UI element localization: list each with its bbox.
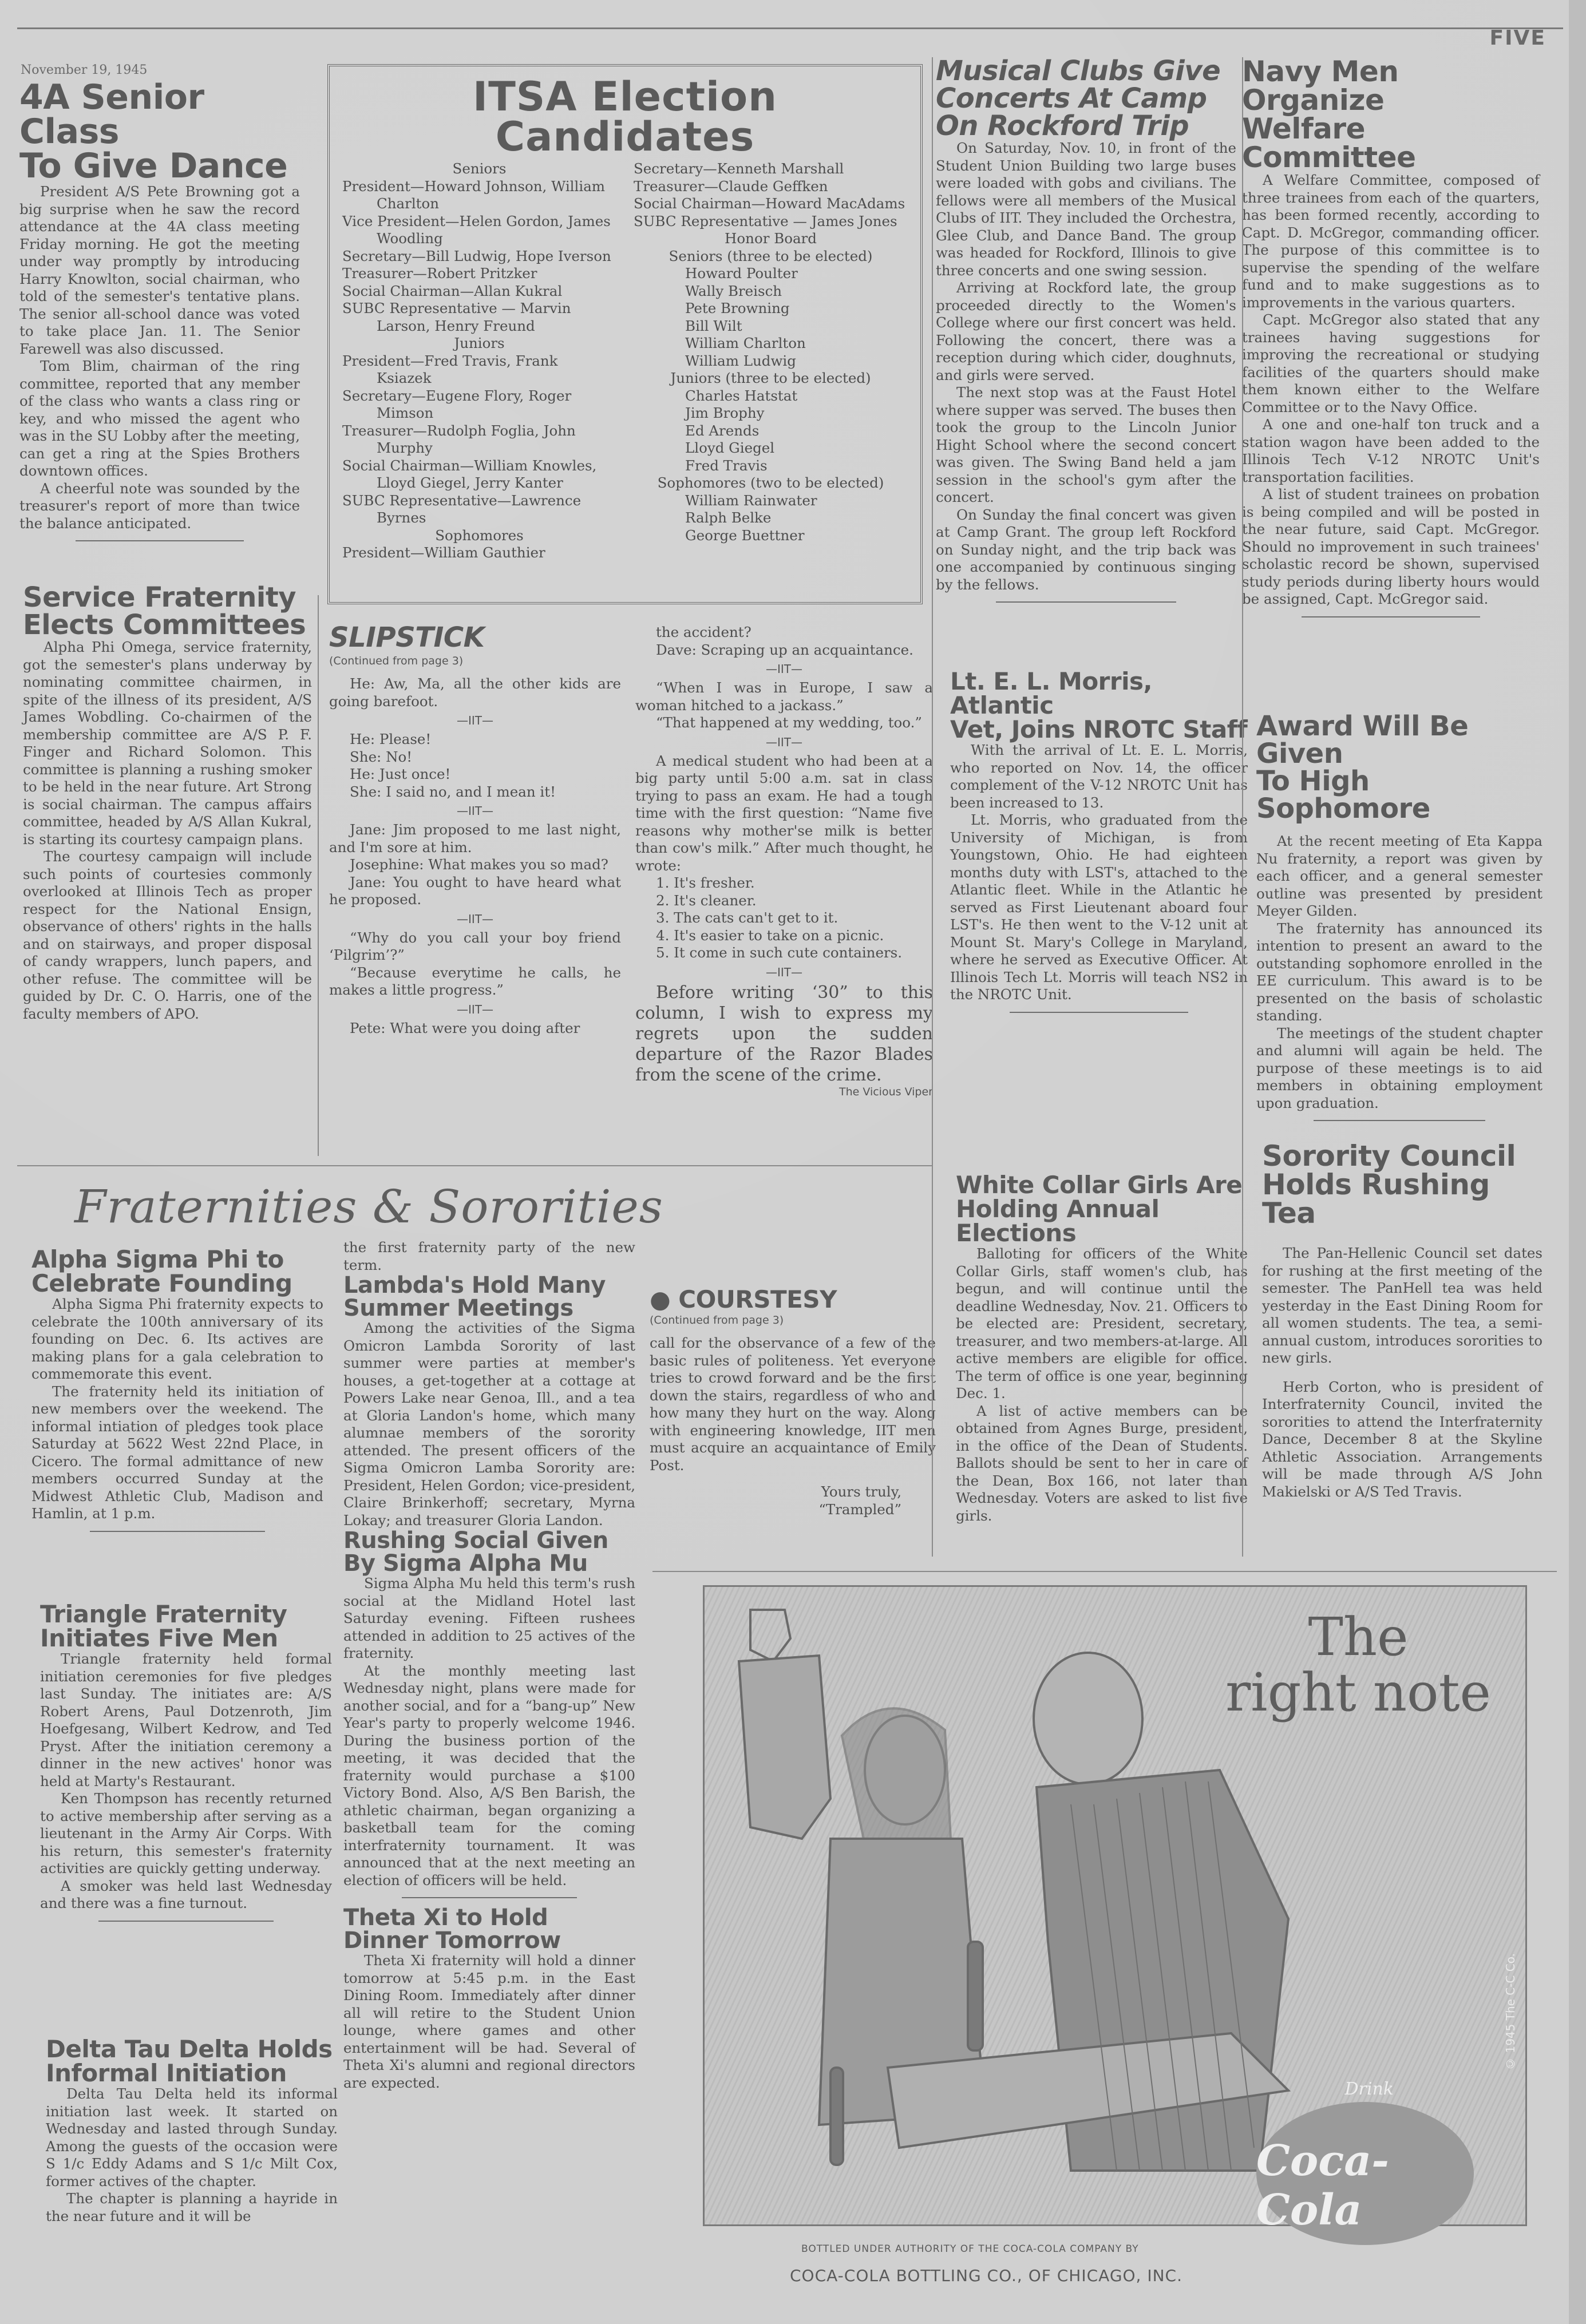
headline [19, 77, 300, 186]
headline [40, 1602, 332, 1650]
article-white-collar [956, 1173, 1248, 1525]
office-entry: SUBC Representative — Marvin Larson, Henry Freund [342, 300, 571, 334]
headline-line: Summer Meetings [343, 1295, 574, 1321]
headline [23, 581, 312, 641]
office-entry: Social Chairman—Allan Kukral [342, 282, 563, 299]
candidate-name: Pete Browning [685, 300, 790, 316]
joke-line: 4. It's easier to take on a picnic. [656, 927, 884, 944]
paragraph: A list of student trainees on probation is being compiled and will be posted in the near future, said Capt. McGregor. Should no improvement in such trainees' scholastic record be shown, supervised study periods during liberty hours would be assigned, Capt. McGregor said. [1242, 486, 1540, 607]
paragraph: On Sunday the final concert was given at Camp Grant. The group left Rockford on Sunday night, and the trip back was one accompanied by continuous singing by the fellows. [936, 506, 1236, 593]
headline-line: Delta Tau Delta Holds [46, 2035, 333, 2063]
article-service-fraternity [23, 581, 312, 1023]
headline-line: Elects Committees [23, 609, 306, 641]
candidate-name: Jim Brophy [685, 405, 765, 421]
paragraph: A Welfare Committee, composed of three trainees from each of the quarters, has been formed recently, according to Capt. D. McGregor, commanding officer. The purpose of this committee is to supervise the spending of the welfare fund and to make suggestions as to improvements in the various quarters. [1242, 172, 1540, 311]
office-entry: Treasurer—Claude Geffken [634, 177, 828, 195]
joke-line: 1. It's fresher. [656, 874, 755, 891]
separator-rule [1302, 616, 1480, 617]
office-entry: President—William Gauthier [342, 544, 545, 561]
joke-line: She: I said no, and I mean it! [350, 783, 556, 800]
ad-bottled-by: BOTTLED UNDER AUTHORITY OF THE COCA-COLA COMPANY BY [801, 2243, 1139, 2255]
separator-rule [90, 1531, 265, 1532]
paragraph: Theta Xi fraternity will hold a dinner tomorrow at 5:45 p.m. in the East Dining Room. Immediately after dinner all will retire to the Student Union lounge, where games and other entertainment will be had. Several of Theta Xi's alumni and regional directors are expected. [343, 1952, 635, 2091]
headline [343, 1274, 635, 1320]
joke-paragraph: Jane: Jim proposed to me last night, and I'm sore at him. [329, 821, 621, 856]
joke-paragraph: Dave: Scraping up an acquaintance. [656, 641, 913, 658]
section-label: Sophomores [435, 526, 524, 544]
continued-note: (Continued from page 3) [650, 1314, 784, 1327]
paragraph: Alpha Phi Omega, service fraternity, got the semester's plans underway by nominating committee chairmen, in spite of the illness of its president, A/S James Wobdling. Co-chairmen of the membership committee are A/S P. F. Finger and Richard Solomon. This committee is planning a rushing smoker to be held in the near future. Art Strong is social chairman. The campus affairs committee, headed by A/S Allan Kukral, is starting its courtesy campaign plans. [23, 639, 312, 848]
box-title: ITSA Election Candidates [473, 73, 777, 160]
joke-line: He: Please! [350, 731, 432, 747]
paragraph: call for the observance of a few of the basic rules of politeness. Yet everyone tries to crowd forward and be the first down the stairs, regardless of who and how many they hurt on the way. Along with engineering knowledge, IIT men must acquire an acquaintance of Emily Post. [650, 1335, 936, 1474]
joke-paragraph: He: Aw, Ma, all the other kids are going barefoot. [329, 675, 621, 710]
joke-paragraph: Pete: What were you doing after [350, 1019, 580, 1036]
office-entry: President—Fred Travis, Frank Ksiazek [342, 352, 558, 386]
itsa-candidates-box [327, 64, 923, 604]
paragraph: Lt. Morris, who graduated from the University of Michigan, is from Youngstown, Ohio. He had eighteen months duty with LST's, attached to the Atlantic fleet. While in the Atlantic he served as First Lieutenant aboard four LST's. He then went to the V-12 unit at Mount St. Mary's College in Maryland, where he served as Executive Officer. At Illinois Tech Lt. Morris will teach NS2 in the NROTC Unit. [950, 811, 1248, 1003]
paragraph: On Saturday, Nov. 10, in front of the Student Union Building two large buses were loaded with gobs and civilians. The fellows were all members of the Musical Clubs of IIT. They included the Orchestra, Glee Club, and Dance Band. The group was headed for Rockford, Illinois to give three concerts and one swing session. [936, 140, 1236, 279]
bottle [830, 2068, 843, 2165]
standing-man-body [739, 1656, 830, 1839]
paragraph: the first fraternity party of the new term. [343, 1239, 635, 1273]
headline [956, 1173, 1248, 1245]
paragraph: A smoker was held last Wednesday and there was a fine turnout. [40, 1877, 332, 1911]
candidate-name: Howard Poulter [685, 265, 798, 282]
candidate-name: William Charlton [685, 335, 806, 351]
headline-line: Navy Men Organize [1242, 55, 1399, 117]
paragraph: Sigma Alpha Mu held this term's rush social at the Midland Hotel last Saturday evening. Fifteen rushees attended in addition to 25 actives of the fraternity. [343, 1575, 635, 1661]
headline-line: Vet, Joins NROTC Staff [950, 715, 1248, 743]
dateline: November 19, 1945 [21, 63, 148, 77]
closing: Yours truly, [821, 1483, 901, 1500]
separator-rule [1010, 1012, 1188, 1013]
joke-paragraph: Josephine: What makes you so mad? [350, 856, 608, 873]
paragraph: The next stop was at the Faust Hotel where supper was served. The buses then took the group to the Lincoln Junior Hight School where the second concert was given. The Swing Band held a jam session in the school's gym after the concert. [936, 384, 1236, 505]
paragraph: Among the activities of the Sigma Omicron Lambda Sorority of last summer were parties at member's houses, a get-together at a cottage at Powers Lake near Genoa, Ill., and a tea at Gloria Landon's home, which many alumnae members of the sorority attended. The present officers of the Sigma Omicron Lamba Sorority are: President, Helen Gordon; vice-president, Claire Brinkerhoff; secretary, Myrna Lokay; and treasurer Gloria Landon. [343, 1320, 635, 1529]
headline-line: Lambda's Hold Many [343, 1272, 606, 1298]
paragraph: A cheerful note was sounded by the treasurer's report of more than twice the balance anticipated. [19, 480, 300, 532]
column-title: SLIPSTICK [329, 621, 485, 654]
office-entry: Secretary—Bill Ludwig, Hope Iverson [342, 247, 611, 264]
article-navy [1242, 57, 1540, 625]
itsa-right-column [634, 160, 908, 562]
joke-paragraph: Jane: You ought to have heard what he proposed. [329, 873, 621, 908]
section-banner: Fraternities & Sororities [74, 1180, 663, 1233]
section-label: Juniors (three to be elected) [670, 370, 871, 386]
iit-separator: —IIT— [456, 714, 493, 727]
joke-paragraph: “That happened at my wedding, too.” [656, 714, 922, 731]
headline-line: To Give Dance [19, 146, 288, 186]
office-entry: Treasurer—Rudolph Foglia, John Murphy [342, 422, 576, 456]
section-label: Seniors (three to be elected) [669, 247, 873, 264]
column-title: ● COURSTESY [650, 1285, 837, 1313]
page-edge-shadow [1569, 0, 1586, 2324]
masthead-rule [17, 27, 1563, 29]
headline-line: By Sigma Alpha Mu [343, 1550, 588, 1577]
iit-separator: —IIT— [765, 965, 802, 979]
headline-line: Triangle Fraternity [40, 1600, 287, 1628]
iit-separator: —IIT— [456, 1002, 493, 1016]
slipstick-left [329, 675, 621, 1037]
man-head [1034, 1653, 1142, 1784]
headline-line: Welfare Committee [1242, 112, 1416, 174]
separator-rule [76, 540, 244, 541]
article-courtesy [650, 1285, 936, 1518]
slipstick-right [635, 624, 933, 1098]
headline [1242, 57, 1540, 172]
paragraph: At the recent meeting of Eta Kappa Nu fraternity, a report was given by each officer, and a general semester outline was presented by president Meyer Gilden. [1256, 833, 1543, 919]
paragraph: A list of active members can be obtained from Agnes Burge, president, in the office of the Dean of Students. Ballots should be sent to her in care of the Dean, Box 166, not later than Wednesday. Voters are asked to list five girls. [956, 1402, 1248, 1524]
bottle [968, 1942, 983, 2050]
headline-line: To High Sophomore [1256, 765, 1430, 825]
office-entry: Social Chairman—William Knowles, Lloyd Giegel, Jerry Kanter [342, 457, 597, 491]
office-entry: Treasurer—Robert Pritzker [342, 265, 537, 282]
separator-rule [996, 601, 1176, 603]
joke-paragraph: A medical student who had been at a big party until 5:00 a.m. sat in class trying to pass an exam. He had a tough time with the first question: “Name five reasons why mother'se milk is better than cow's milk.” After much thought, he wrote: [635, 752, 933, 874]
paragraph: Delta Tau Delta held its informal initiation last week. It started on Wednesday and lasted through Sunday. Among the guests of the occasion were S 1/c Eddy Adams and S 1/c Milt Cox, former actives of the chapter. [46, 2085, 338, 2190]
section-label: Honor Board [725, 230, 817, 247]
candidate-name: Lloyd Giegel [685, 440, 775, 456]
headline [950, 667, 1248, 743]
closing-paragraph: Before writing ‘30” to this column, I wish to express my regrets upon the sudden departure of the Razor Blades from the scene of the crime. [635, 982, 933, 1085]
paragraph: President A/S Pete Browning got a big surprise when he saw the record attendance at the 4A class meeting Friday morning. He got the meeting under way promptly by introducing Harry Knowlton, social chairman, who told of the semester's tentative plans. The senior all-school dance was voted to take place Jan. 11. The Senior Farewell was also discussed. [19, 183, 300, 357]
headline [1262, 1139, 1543, 1230]
section-label: Sophomores (two to be elected) [657, 474, 884, 491]
article-alpha-sigma-phi [31, 1245, 323, 1540]
headline [31, 1245, 323, 1297]
separator-rule [98, 1921, 274, 1922]
headline-line: Informal Initiation [46, 2059, 287, 2087]
section-label: Seniors [452, 160, 507, 177]
paragraph: Balloting for officers of the White Collar Girls, staff women's club, has begun, and will continue until the deadline Wednesday, Nov. 21. Officers to be elected are: President, secretary, treasurer, and two members-at-large. All active members are eligible for office. The term of office is one year, beginning Dec. 1. [956, 1245, 1248, 1401]
office-entry: President—Howard Johnson, William Charlton [342, 177, 606, 212]
coca-cola-logo-icon: Coca-Cola [1256, 2102, 1474, 2245]
column-slipstick [329, 621, 621, 1037]
paragraph: The courtesy campaign will include such points of courtesies commonly overlooked at Illinois Tech as proper respect for the National Ensign, observance of others' rights in the halls and on stairways, and proper disposal of candy wrappers, lunch papers, and other refuse. The committee will be guided by Dr. C. O. Harris, one of the faculty members of APO. [23, 848, 312, 1022]
joke-line: He: Just once! [350, 766, 451, 782]
bullet-icon: ● [650, 1285, 679, 1313]
separator-rule [402, 1897, 577, 1898]
headline-line: 4A Senior Class [19, 77, 204, 152]
paragraph: The fraternity has announced its intention to present an award to the outstanding sophomore enrolled in the EE curriculum. This award is to be presented on the basis of scholastic standing. [1256, 920, 1543, 1024]
candidate-name: George Buettner [685, 526, 805, 544]
paragraph: Tom Blim, chairman of the ring committee, reported that any member of the class who wants a class ring or key, and who missed the agent who was in the SU Lobby after the meeting, can get a ring at the Spies Brothers downtown offices. [19, 358, 300, 479]
standing-man-head [750, 1610, 790, 1661]
column-rule [1242, 57, 1243, 1557]
headline [46, 2037, 338, 2085]
article-sorority-council [1262, 1139, 1543, 1500]
article-triangle [40, 1602, 332, 1930]
headline-line: Alpha Sigma Phi to [31, 1245, 284, 1273]
iit-separator: —IIT— [765, 735, 802, 749]
article-musical-clubs [936, 57, 1236, 611]
joke-paragraph: “Because everytime he calls, he makes a little progress.” [329, 964, 621, 998]
office-entry: SUBC Representative — James Jones [634, 212, 897, 229]
office-entry: Social Chairman—Howard MacAdams [634, 195, 905, 212]
candidate-name: Bill Wilt [685, 317, 742, 334]
paragraph: At the monthly meeting last Wednesday night, plans were made for another social, and for a “bang-up” New Year's party to properly welcome 1946. During the business portion of the meeting, it was decided that the fraternity would purchase a $100 Victory Bond. Also, A/S Ben Barish, the athletic chairman, began organizing a basketball team for the coming interfraternity tournament. It was announced that at the next meeting an election of officers will be held. [343, 1662, 635, 1889]
joke-paragraph: 5. It come in such cute containers. [656, 944, 903, 961]
iit-separator: —IIT— [765, 662, 802, 676]
ad-headline [1225, 1606, 1491, 1723]
candidate-name: Charles Hatstat [685, 387, 798, 404]
ad-copyright: © 1945 The C-C Co. [1504, 1953, 1517, 2070]
headline-line: White Collar Girls Are [956, 1171, 1243, 1199]
column-rule [932, 57, 933, 1557]
paragraph: A one and one-half ton truck and a station wagon have been added to the Illinois Tech V-12 NROTC Unit's transportation facilities. [1242, 416, 1540, 485]
paragraph: Triangle fraternity held formal initiation ceremonies for five pledges last Sunday. The initiates are: A/S Robert Arens, Paul Dotzenroth, Jim Hoefgesang, Wilbert Kedrow, and Ted Pryst. After the initiation ceremony a dinner in the new actives' honor was held at Marty's Restaurant. [40, 1650, 332, 1789]
headline-line: Initiates Five Men [40, 1624, 278, 1652]
candidate-name: Ed Arends [685, 422, 760, 439]
page-number: FIVE [1489, 26, 1546, 50]
article-lambda [343, 1239, 635, 2092]
headline-line: Award Will Be Given [1256, 710, 1469, 770]
headline-line: Dinner Tomorrow [343, 1927, 561, 1954]
headline-line: Service Fraternity [23, 581, 296, 613]
candidate-name: Ralph Belke [685, 509, 772, 526]
paragraph: The fraternity held its initiation of new members over the weekend. The informal intiation of pledges took place Saturday at 5622 West 22nd Place, in Cicero. The formal admittance of new members occurred Sunday at the Midwest Athletic Club, Madison and Hamlin, at 1 p.m. [31, 1383, 323, 1522]
office-entry: SUBC Representative—Lawrence Byrnes [342, 492, 582, 526]
ad-headline-line: right note [1225, 1661, 1491, 1723]
headline-line: Musical Clubs Give [936, 55, 1221, 87]
woman-hair [842, 1708, 951, 1844]
article-morris [950, 667, 1248, 1021]
headline-line: Holds Rushing Tea [1262, 1168, 1490, 1230]
headline [343, 1529, 635, 1575]
paragraph: The meetings of the student chapter and alumni will again be held. The purpose of these meetings is to aid members in obtaining employment upon graduation. [1256, 1024, 1543, 1111]
headline [936, 57, 1236, 140]
headline-line: Sorority Council [1262, 1139, 1516, 1173]
joke-line: She: No! [350, 748, 413, 765]
paragraph: Alpha Sigma Phi fraternity expects to celebrate the 100th anniversary of its founding on Dec. 6. Its actives are making plans for a gala celebration to commemorate this event. [31, 1296, 323, 1382]
candidate-name: Fred Travis [685, 457, 768, 474]
headline-line: Lt. E. L. Morris, Atlantic [950, 667, 1152, 719]
joke-line: the accident? [656, 624, 752, 640]
headline-line: Concerts At Camp [936, 82, 1207, 114]
column-slipstick-continued [635, 624, 933, 1098]
separator-rule [1314, 1120, 1485, 1121]
article-senior-class [19, 77, 300, 549]
paragraph: Ken Thompson has recently returned to active membership after serving as a lieutenant in the Army Air Corps. With his return, this semester's fraternity activities are quickly getting underway. [40, 1790, 332, 1876]
office-entry: Secretary—Eugene Flory, Roger Mimson [342, 387, 572, 421]
headline [343, 1906, 635, 1952]
section-label: Juniors [454, 335, 505, 351]
headline-line: On Rockford Trip [936, 110, 1189, 142]
office-entry: Secretary—Kenneth Marshall [634, 160, 844, 177]
section-rule [17, 1165, 933, 1166]
paragraph: Herb Corton, who is president of Interfraternity Council, invited the sororities to attend the Interfraternity Dance, December 8 at the Skyline Athletic Association. Arrangements will be made through A/S John Makielski or A/S Ted Travis. [1262, 1378, 1543, 1500]
headline-line: Theta Xi to Hold [343, 1905, 548, 1931]
iit-separator: —IIT— [456, 804, 493, 818]
paragraph: The Pan-Hellenic Council set dates for rushing at the first meeting of the semester. The PanHell tea was held yesterday in the East Dining Room for all women students. The tea, a semi-annual custom, introduces sororities to new girls. [1262, 1245, 1543, 1366]
joke-line: 2. It's cleaner. [656, 892, 757, 909]
paragraph: Capt. McGregor also stated that any trainees having suggestions for improving the recreational or studying facilities of the quarters should make them known either to the Welfare Committee or to the Navy Office. [1242, 311, 1540, 415]
drink-label: Drink [1344, 2079, 1394, 2099]
office-entry: Vice President—Helen Gordon, James Woodling [342, 212, 611, 247]
paragraph: The chapter is planning a hayride in the near future and it will be [46, 2190, 338, 2224]
candidate-name: Wally Breisch [685, 282, 782, 299]
joke-paragraph: “Why do you call your boy friend ‘Pilgrim’?” [329, 929, 621, 963]
article-award [1256, 712, 1543, 1129]
signature: “Trampled” [818, 1500, 901, 1518]
article-delta-tau-delta [46, 2037, 338, 2225]
iit-separator: —IIT— [456, 912, 493, 926]
joke-paragraph: “When I was in Europe, I saw a woman hitched to a jackass.” [635, 679, 933, 714]
joke-line: 3. The cats can't get to it. [656, 909, 839, 926]
headline-line: Holding Annual Elections [956, 1195, 1160, 1247]
byline: The Vicious Viper [839, 1085, 933, 1098]
itsa-left-column [342, 160, 616, 562]
headline-line: Celebrate Founding [31, 1269, 292, 1297]
ad-bottler: COCA-COLA BOTTLING CO., OF CHICAGO, INC. [790, 2266, 1183, 2285]
headline-line: Rushing Social Given [343, 1527, 608, 1554]
candidate-name: William Ludwig [685, 352, 796, 369]
column-rule [318, 595, 319, 1156]
coca-cola-advertisement [703, 1585, 1527, 2235]
headline [1256, 710, 1543, 825]
candidate-name: William Rainwater [685, 492, 817, 509]
section-rule [652, 1571, 1557, 1572]
continued-note: (Continued from page 3) [329, 655, 464, 667]
ad-headline-line: The [1308, 1606, 1409, 1668]
paragraph: With the arrival of Lt. E. L. Morris, who reported on Nov. 14, the officer complement of the V-12 NROTC Unit has been increased to 13. [950, 742, 1248, 811]
paragraph: Arriving at Rockford late, the group proceeded directly to the Women's College where our first concert was held. Following the concert, there was a reception during which cider, doughnuts, and girls were served. [936, 279, 1236, 383]
